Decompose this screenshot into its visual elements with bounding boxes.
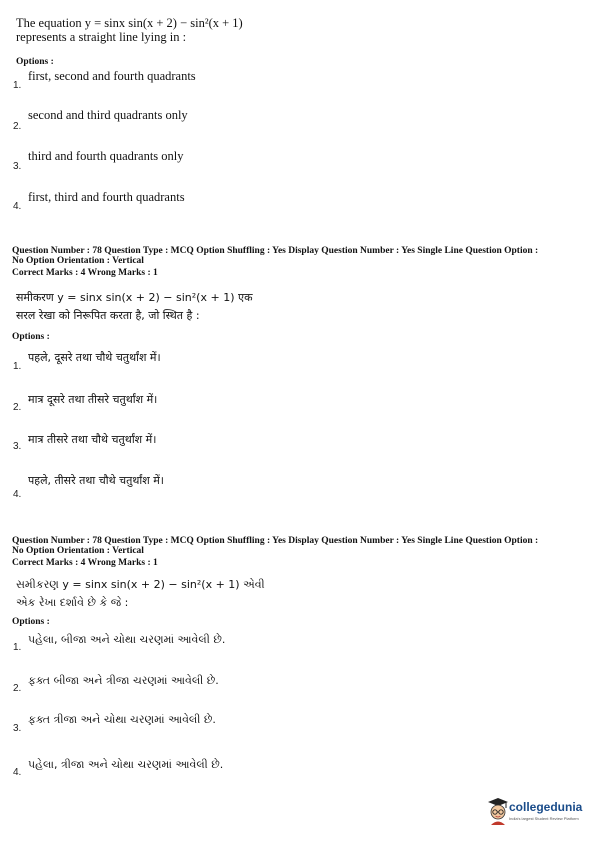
q1-option-3-text[interactable]: third and fourth quadrants only [28, 149, 184, 163]
q1-option-4-text[interactable]: first, third and fourth quadrants [28, 190, 185, 204]
q3-meta-line1: Question Number : 78 Question Type : MCQ Option Shuffling : Yes Display Question Number : Yes Single Line Question Option : [12, 536, 539, 546]
q3-option-1-num: 1. [13, 642, 22, 653]
q3-option-3-num: 3. [13, 723, 22, 734]
q2-options-label: Options : [12, 332, 50, 342]
q3-stem-line2: એક રેખા દર્શાવે છે કે જે : [16, 596, 129, 609]
q2-meta-line2: No Option Orientation : Vertical [12, 256, 144, 266]
q1-option-2-num: 2. [13, 121, 22, 132]
student-mascot-icon [487, 797, 509, 825]
q3-options-label: Options : [12, 617, 50, 627]
q2-option-4-text[interactable]: पहले, तीसरे तथा चौथे चतुर्थांश में। [28, 474, 164, 487]
q3-option-4-num: 4. [13, 767, 22, 778]
q3-option-2-num: 2. [13, 683, 22, 694]
q1-stem-line2: represents a straight line lying in : [16, 30, 187, 44]
q1-option-3-num: 3. [13, 161, 22, 172]
q3-meta-line2: No Option Orientation : Vertical [12, 546, 144, 556]
q3-option-1-text[interactable]: પહેલા, બીજા અને ચોથા ચરણમાં આવેલી છે. [28, 633, 226, 646]
q3-option-3-text[interactable]: ફક્ત ત્રીજા અને ચોથા ચરણમાં આવેલી છે. [28, 713, 216, 726]
q1-option-1-text[interactable]: first, second and fourth quadrants [28, 69, 196, 83]
q2-marks: Correct Marks : 4 Wrong Marks : 1 [12, 268, 158, 278]
q2-option-2-num: 2. [13, 402, 22, 413]
q3-option-2-text[interactable]: ફક્ત બીજા અને ત્રીજા ચરણમાં આવેલી છે. [28, 674, 219, 687]
q2-option-1-num: 1. [13, 361, 22, 372]
q1-options-label: Options : [16, 57, 54, 67]
q2-option-3-text[interactable]: मात्र तीसरे तथा चौथे चतुर्थांश में। [28, 433, 157, 446]
q2-option-4-num: 4. [13, 489, 22, 500]
q2-option-3-num: 3. [13, 441, 22, 452]
logo-name: collegedunia [509, 800, 583, 814]
q1-option-4-num: 4. [13, 201, 22, 212]
q3-marks: Correct Marks : 4 Wrong Marks : 1 [12, 558, 158, 568]
q3-option-4-text[interactable]: પહેલા, ત્રીજા અને ચોથા ચરણમાં આવેલી છે. [28, 758, 224, 771]
q2-option-2-text[interactable]: मात्र दूसरे तथा तीसरे चतुर्थांश में। [28, 393, 158, 406]
logo-tagline: India's largest Student Review Platform [509, 816, 579, 821]
q2-stem-line2: सरल रेखा को निरूपित करता है, जो स्थित है : [16, 309, 200, 322]
q1-stem-line1: The equation y = sinx sin(x + 2) − sin²(x + 1) [16, 16, 243, 30]
q2-option-1-text[interactable]: पहले, दूसरे तथा चौथे चतुर्थांश में। [28, 351, 161, 364]
q2-meta-line1: Question Number : 78 Question Type : MCQ Option Shuffling : Yes Display Question Number : Yes Single Line Question Option : [12, 246, 539, 256]
q1-option-1-num: 1. [13, 80, 22, 91]
collegedunia-logo [487, 797, 587, 829]
q1-option-2-text[interactable]: second and third quadrants only [28, 108, 188, 122]
q3-stem-line1: સમીકરણ y = sinx sin(x + 2) − sin²(x + 1) એવી [16, 578, 265, 591]
q2-stem-line1: समीकरण y = sinx sin(x + 2) − sin²(x + 1) एक [16, 291, 253, 304]
